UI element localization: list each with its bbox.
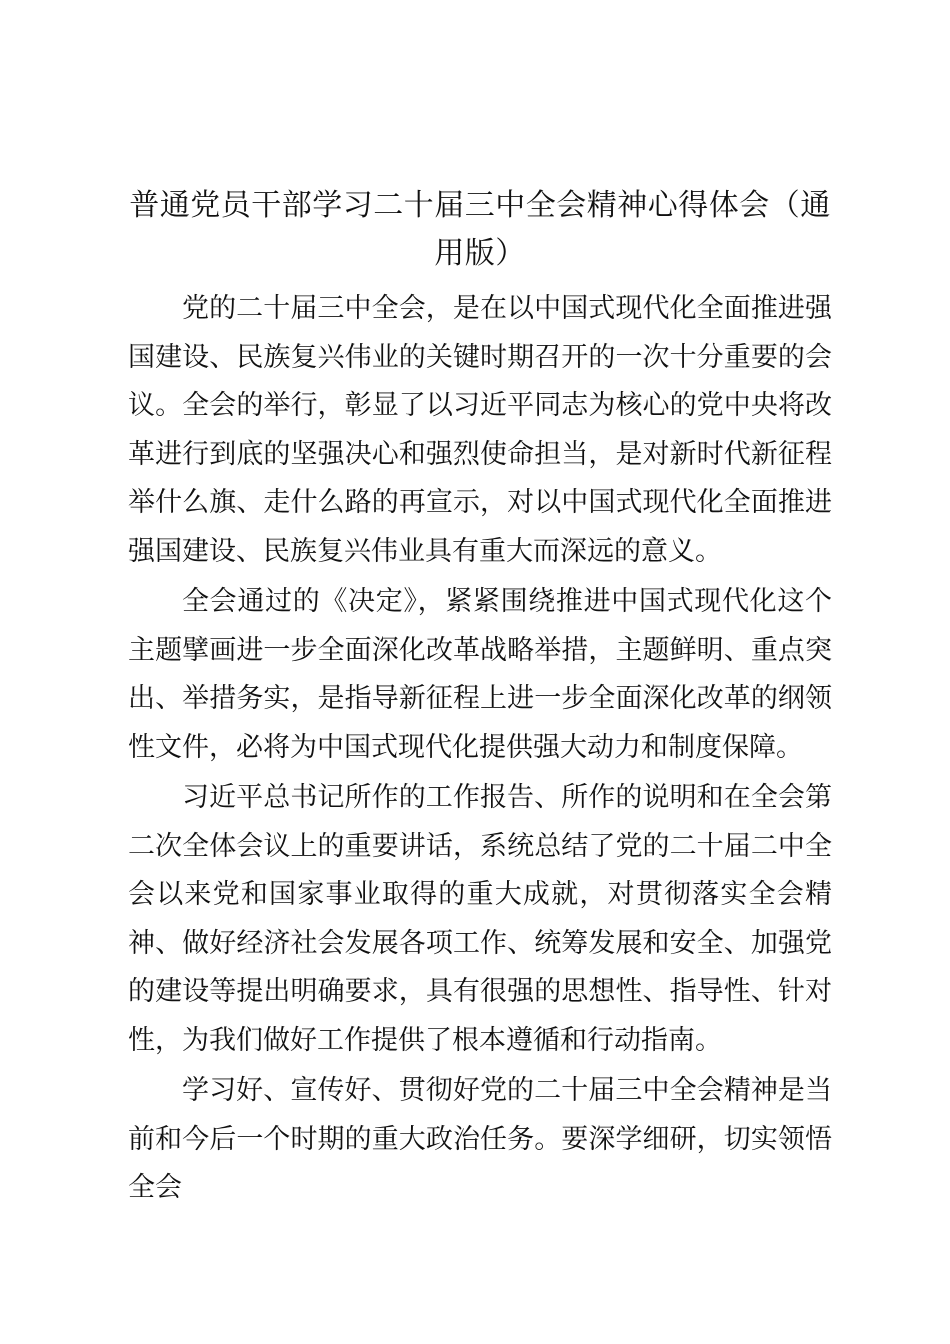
paragraph-1: 党的二十届三中全会，是在以中国式现代化全面推进强国建设、民族复兴伟业的关键时期召开的一次十分重要的会议。全会的举行，彰显了以习近平同志为核心的党中央将改革进行到底的坚强决心和强烈使命担当，是对新时代新征程举什么旗、走什么路的再宣示，对以中国式现代化全面推进强国建设、民族复兴伟业具有重大而深远的意义。 xyxy=(128,293,832,567)
document-title: 普通党员干部学习二十届三中全会精神心得体会（通用版） xyxy=(129,188,831,271)
paragraph-3: 习近平总书记所作的工作报告、所作的说明和在全会第二次全体会议上的重要讲话，系统总结了党的二十届二中全会以来党和国家事业取得的重大成就，对贯彻落实全会精神、做好经济社会发展各项工作、统筹发展和安全、加强党的建设等提出明确要求，具有很强的思想性、指导性、针对性，为我们做好工作提供了根本遵循和行动指南。 xyxy=(128,782,832,1056)
paragraph-2: 全会通过的《决定》，紧紧围绕推进中国式现代化这个主题擘画进一步全面深化改革战略举措，主题鲜明、重点突出、举措务实，是指导新征程上进一步全面深化改革的纲领性文件，必将为中国式现代化提供强大动力和制度保障。 xyxy=(128,586,832,763)
paragraph-4: 学习好、宣传好、贯彻好党的二十届三中全会精神是当前和今后一个时期的重大政治任务。要深学细研，切实领悟全会 xyxy=(128,1075,832,1203)
document-body xyxy=(128,285,832,1215)
